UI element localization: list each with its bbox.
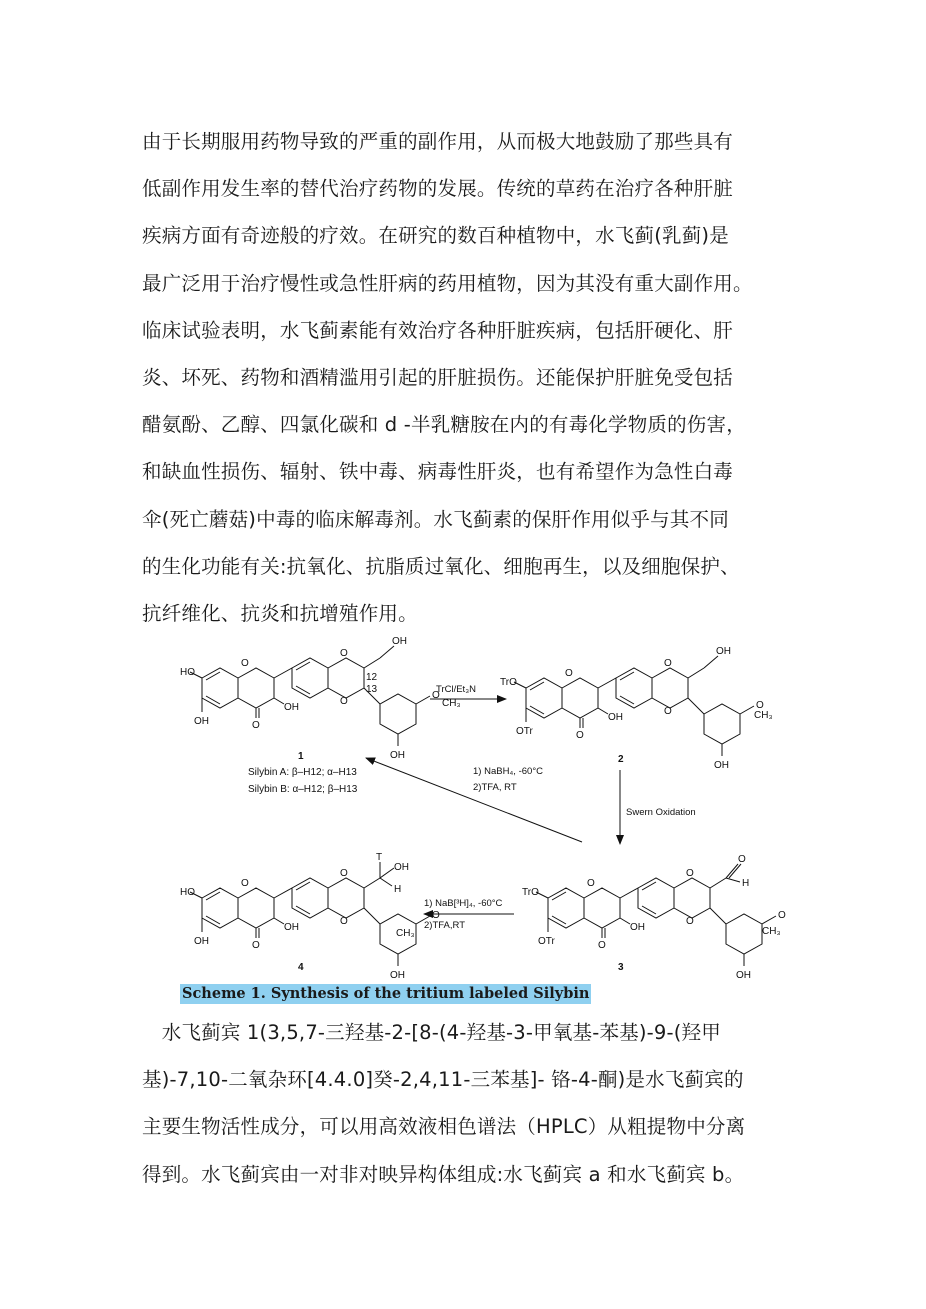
atom-label: OTr: [538, 936, 555, 947]
atom-label: HO: [180, 887, 195, 898]
scheme-svg: [180, 636, 786, 990]
atom-label: H: [394, 884, 402, 895]
atom-label: H: [742, 878, 750, 889]
atom-label: O: [664, 706, 672, 717]
atom-label: CH₃: [442, 698, 461, 709]
atom-label: OH: [390, 750, 405, 761]
paragraph-intro: [142, 118, 842, 637]
scheme-caption: Scheme 1. Synthesis of the tritium labeled Silybin: [182, 985, 590, 1002]
atom-label: O: [756, 700, 764, 711]
silybin-b-note: Silybin B: α–H12; β–H13: [248, 784, 358, 795]
atom-label: OH: [194, 716, 209, 727]
atom-label: OH: [284, 922, 299, 933]
atom-label: TrO: [500, 677, 517, 688]
atom-label: OH: [394, 862, 409, 873]
atom-label: O: [241, 878, 249, 889]
text-line: 临床试验表明，水飞蓟素能有效治疗各种肝脏疾病，包括肝硬化、肝: [142, 318, 734, 342]
text-line: 基)-7,10-二氧杂环[4.4.0]癸-2,4,11-三苯基]- 铬-4-酮)是水飞蓟宾的: [142, 1068, 744, 1092]
compound-4-structure: [180, 852, 440, 981]
atom-label: CH₃: [754, 710, 773, 721]
atom-label: OH: [194, 936, 209, 947]
atom-label: T: [376, 852, 383, 863]
atom-label: O: [664, 658, 672, 669]
atom-label: HO: [180, 667, 195, 678]
compound-3-structure: [522, 854, 786, 981]
text-line: 和缺血性损伤、辐射、铁中毒、病毒性肝炎，也有希望作为急性白毒: [142, 460, 734, 484]
synthesis-scheme-figure: [180, 636, 786, 990]
text-line: 得到。水飞蓟宾由一对非对映异构体组成:水飞蓟宾 a 和水飞蓟宾 b。: [142, 1162, 745, 1186]
atom-label: 12: [366, 672, 378, 683]
atom-label: O: [598, 940, 606, 951]
text-line: 抗纤维化、抗炎和抗增殖作用。: [142, 601, 418, 625]
atom-label: O: [340, 916, 348, 927]
reagent-label: Swern Oxidation: [626, 807, 696, 818]
atom-label: O: [340, 648, 348, 659]
atom-label: OH: [390, 970, 405, 981]
reagent-label: 1) NaB[³H]₄, -60°C: [424, 898, 503, 909]
text-line: 醋氨酚、乙醇、四氯化碳和 d -半乳糖胺在内的有毒化学物质的伤害，: [142, 413, 746, 437]
atom-label: CH₃: [762, 926, 781, 937]
atom-label: OH: [608, 712, 623, 723]
atom-label: OH: [736, 970, 751, 981]
atom-label: O: [576, 730, 584, 741]
text-line: 疾病方面有奇迹般的疗效。在研究的数百种植物中，水飞蓟(乳蓟)是: [142, 224, 729, 248]
compound-3-label: 3: [618, 962, 624, 973]
reagent-label: 2)TFA,RT: [424, 920, 465, 931]
paragraph-silybin: [142, 1009, 842, 1198]
compound-2-structure: [500, 646, 773, 771]
compound-4-label: 4: [298, 962, 304, 973]
atom-label: O: [778, 910, 786, 921]
atom-label: O: [738, 854, 746, 865]
atom-label: O: [432, 690, 440, 701]
atom-label: OTr: [516, 726, 533, 737]
atom-label: OH: [392, 636, 407, 647]
atom-label: O: [340, 696, 348, 707]
text-line: 主要生物活性成分，可以用高效液相色谱法（HPLC）从粗提物中分离: [142, 1115, 746, 1139]
silybin-a-note: Silybin A: β–H12; α–H13: [248, 767, 357, 778]
reagent-label: 1) NaBH₄, -60°C: [473, 766, 543, 777]
text-line: 最广泛用于治疗慢性或急性肝病的药用植物，因为其没有重大副作用。: [142, 271, 753, 295]
compound-2-label: 2: [618, 754, 624, 765]
text-line: 伞(死亡蘑菇)中毒的临床解毒剂。水飞蓟素的保肝作用似乎与其不同: [142, 507, 729, 531]
atom-label: O: [340, 868, 348, 879]
atom-label: TrO: [522, 887, 539, 898]
atom-label: O: [241, 658, 249, 669]
text-line: 低副作用发生率的替代治疗药物的发展。传统的草药在治疗各种肝脏: [142, 177, 734, 201]
text-line: 炎、坏死、药物和酒精滥用引起的肝脏损伤。还能保护肝脏免受包括: [142, 365, 734, 389]
atom-label: OH: [284, 702, 299, 713]
compound-1-label: 1: [298, 751, 304, 762]
atom-label: O: [252, 720, 260, 731]
atom-label: O: [252, 940, 260, 951]
atom-label: O: [587, 878, 595, 889]
atom-label: OH: [630, 922, 645, 933]
atom-label: O: [686, 868, 694, 879]
atom-label: 13: [366, 684, 378, 695]
atom-label: OH: [714, 760, 729, 771]
atom-label: CH₃: [396, 928, 415, 939]
atom-label: O: [432, 910, 440, 921]
reagent-label: TrCl/Et₃N: [436, 684, 476, 695]
compound-1-structure: [180, 636, 461, 761]
text-line: 水飞蓟宾 1(3,5,7-三羟基-2-[8-(4-羟基-3-甲氧基-苯基)-9-(羟甲: [142, 1021, 721, 1044]
atom-label: OH: [716, 646, 731, 657]
atom-label: O: [565, 668, 573, 679]
text-line: 由于长期服用药物导致的严重的副作用，从而极大地鼓励了那些具有: [142, 130, 734, 153]
reagent-label: 2)TFA, RT: [473, 782, 517, 793]
text-line: 的生化功能有关:抗氧化、抗脂质过氧化、细胞再生，以及细胞保护、: [142, 554, 740, 578]
atom-label: O: [686, 916, 694, 927]
